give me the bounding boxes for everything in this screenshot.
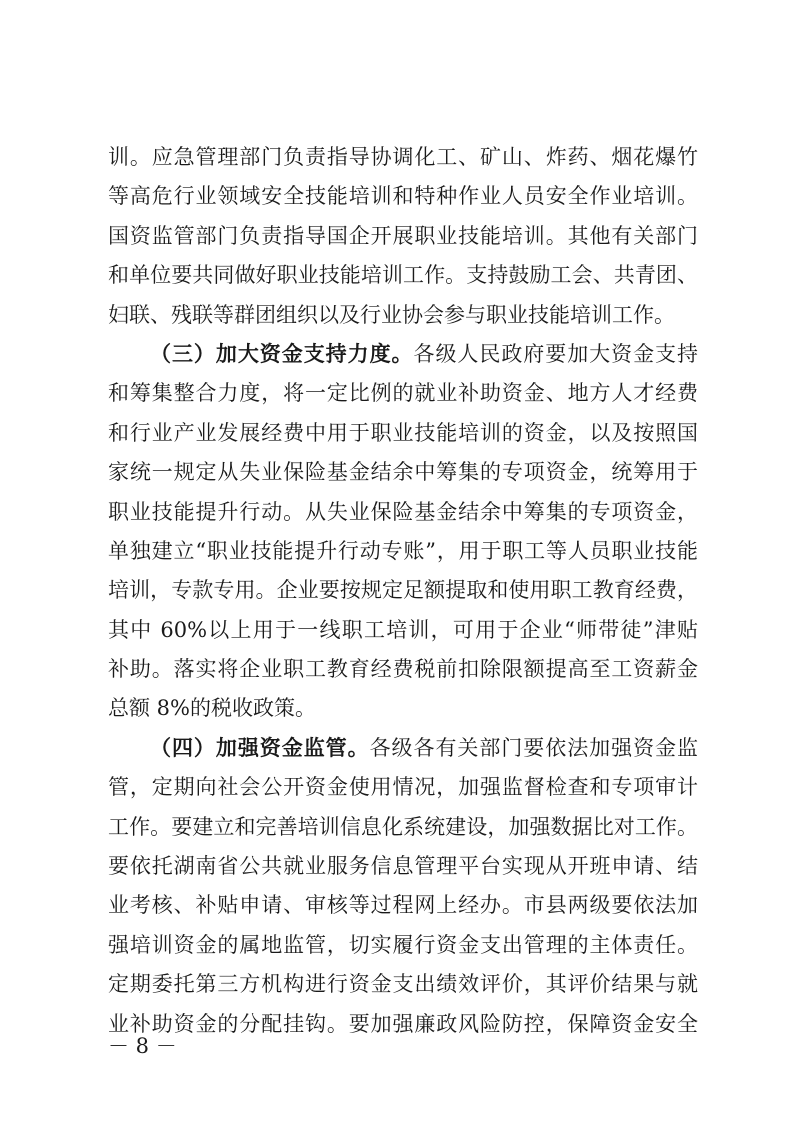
section-heading: （四）加强资金监管。 xyxy=(150,735,370,760)
section-heading-line xyxy=(108,729,698,768)
text-line: 工作。要建立和完善培训信息化系统建设，加强数据比对工作。 xyxy=(108,814,698,839)
page-number: － 8 － xyxy=(108,1034,177,1058)
text-line: 妇联、残联等群团组织以及行业协会参与职业技能培训工作。 xyxy=(108,302,675,327)
text-line: 家统一规定从失业保险基金结余中筹集的专项资金，统筹用于 xyxy=(108,460,698,485)
text-line: 培训，专款专用。企业要按规定足额提取和使用职工教育经费， xyxy=(108,578,698,603)
text-line: 定期委托第三方机构进行资金支出绩效评价，其评价结果与就 xyxy=(108,972,698,997)
text-line: 总额 8%的税收政策。 xyxy=(108,696,316,721)
text-line: 业补助资金的分配挂钩。要加强廉政风险防控，保障资金安全 xyxy=(108,1011,698,1036)
text-line: 国资监管部门负责指导国企开展职业技能培训。其他有关部门 xyxy=(108,223,698,248)
text-line: 补助。落实将企业职工教育经费税前扣除限额提高至工资薪金 xyxy=(108,657,698,682)
text-line: 其中 60%以上用于一线职工培训，可用于企业“师带徒”津贴 xyxy=(108,617,698,642)
body-text xyxy=(108,138,698,1044)
text-line: 单独建立“职业技能提升行动专账”，用于职工等人员职业技能 xyxy=(108,538,698,563)
text-line: 职业技能提升行动。从失业保险基金结余中筹集的专项资金， xyxy=(108,499,698,524)
text-line: 管，定期向社会公开资金使用情况，加强监督检查和专项审计 xyxy=(108,775,698,800)
section-heading-line xyxy=(108,335,698,374)
text-line: 和单位要共同做好职业技能培训工作。支持鼓励工会、共青团、 xyxy=(108,263,698,288)
text-line: 要依托湖南省公共就业服务信息管理平台实现从开班申请、结 xyxy=(108,854,698,879)
text-line: 业考核、补贴申请、审核等过程网上经办。市县两级要依法加 xyxy=(108,893,698,918)
text-line: 等高危行业领域安全技能培训和特种作业人员安全作业培训。 xyxy=(108,184,698,209)
section-text: 各级各有关部门要依法加强资金监 xyxy=(369,735,699,760)
section-heading: （三）加大资金支持力度。 xyxy=(150,341,414,366)
text-line: 和筹集整合力度，将一定比例的就业补助资金、地方人才经费 xyxy=(108,381,698,406)
section-text: 各级人民政府要加大资金支持 xyxy=(413,341,698,366)
text-line: 训。应急管理部门负责指导协调化工、矿山、炸药、烟花爆竹 xyxy=(108,145,698,169)
text-line: 和行业产业发展经费中用于职业技能培训的资金，以及按照国 xyxy=(108,420,698,445)
text-line: 强培训资金的属地监管，切实履行资金支出管理的主体责任。 xyxy=(108,932,698,957)
